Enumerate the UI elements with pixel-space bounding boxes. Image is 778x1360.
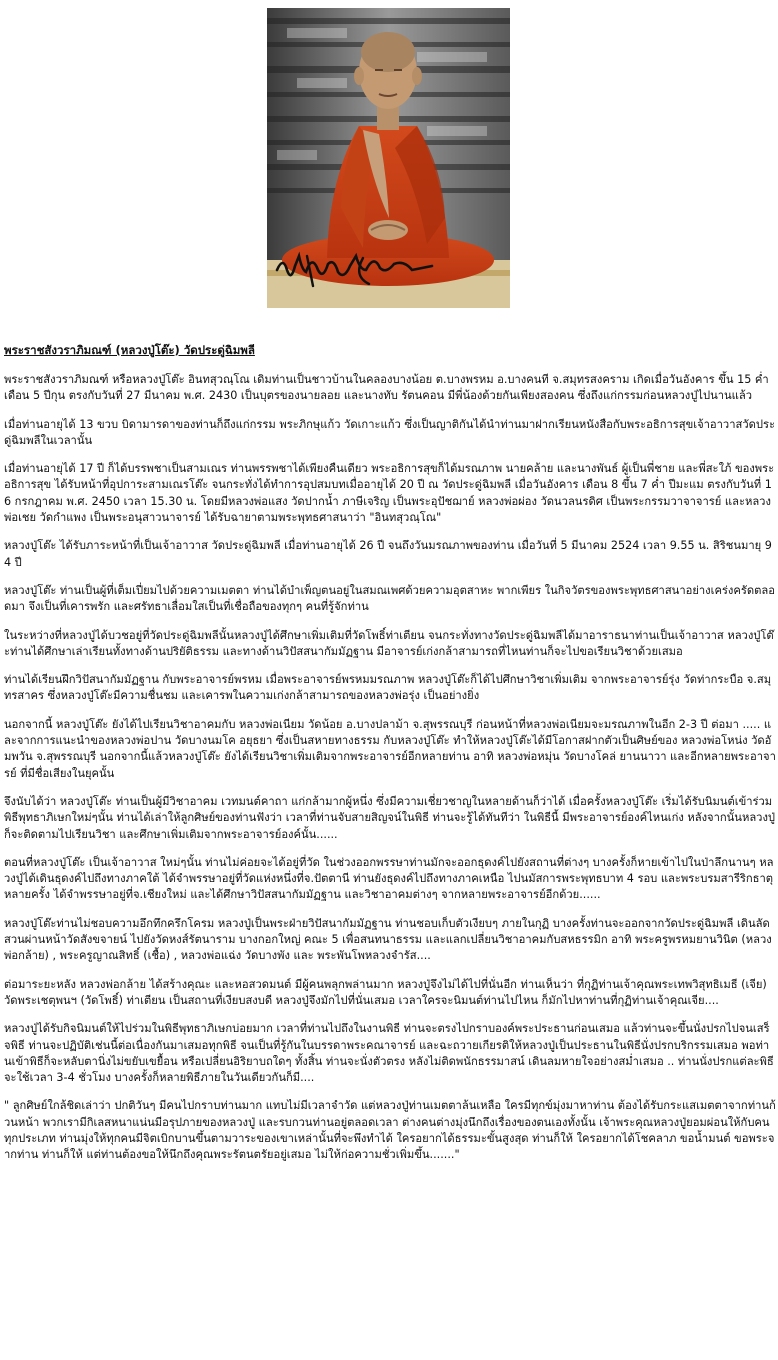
paragraph-ordination: เมื่อท่านอายุได้ 17 ปี ก็ได้บรรพชาเป็นสามเณร ท่านพรรพชาได้เพียงคืนเดียว พระอธิการสุขก็ได้มรณภาพ นายคล้าย และนางพันธ์ ผู้เป็นพี่ชาย และพี่สะใภ้ ของพระอธิการสุข ได้รับหน้าที่อุปการะสามเณรโต๊ะ จนกระทั่งได้ทำการอุปสมบทเมื่ออายุได้ 20 ปี ณ วัดประดู่ฉิมพลี เมื่อวันอังคาร เดือน 8 ขึ้น 7 ค่ำ ปีมะแม ตรงกับวันที่ 16 กรกฎาคม พ.ศ. 2450 เวลา 15.30 น. โดยมีหลวงพ่อแสง วัดปากน้ำ ภาษีเจริญ เป็นพระอุปัชฌาย์ หลวงพ่อผ่อง วัดนวลนรดิศ เป็นพระกรรมวาจาจารย์ และหลวงพ่อเชย วัดกำแพง เป็นพระอนุสาวนาจารย์ ได้รับฉายาตามพระพุทธศาสนาว่า "อินทสุวณฺโณ" bbox=[4, 462, 775, 525]
paragraph-meditation-teacher: ท่านได้เรียนฝึกวิปัสนากัมมัฏฐาน กับพระอาจารย์พรหม เมื่อพระอาจารย์พรหมมรณภาพ หลวงปู่โต๊ะก็ได้ไปศึกษาวิชาเพิ่มเติม จากพระอาจารย์รุ่ง วัดท่ากระบือ จ.สมุทรสาคร ซึ่งหลวงปู่โต๊ะมีความชื่นชม และเคารพในความเก่งกล้าสามารถของหลวงพ่อรุ่ง เป็นอย่างยิ่ง bbox=[4, 673, 772, 703]
paragraph-compassion: หลวงปู่โต๊ะ ท่านเป็นผู้ที่เต็มเปี่ยมไปด้วยความเมตตา ท่านได้บำเพ็ญตนอยู่ในสมณเพศด้วยความอุตสาหะ พากเพียร ในกิจวัตรของพระพุทธศาสนาอย่างเคร่งครัดตลอดมา จึงเป็นที่เคารพรัก และศรัทธาเลื่อมใสเป็นที่เชื่อถือของทุกๆ คนที่รู้จักท่าน bbox=[4, 583, 775, 614]
paragraph-later-years: ต่อมาระยะหลัง หลวงพ่อกล้าย ได้สร้างคุณะ และหอสวดมนต์ มีผู้คนพลุกพล่านมาก หลวงปู่จึงไม่ได้ไปที่นั่นอีก ท่านเห็นว่า ที่กุฏิท่านเจ้าคุณพระเทพวิสุทธิเมธี (เจีย) วัดพระเชตุพนฯ (วัดโพธิ์) ท่าเตียน เป็นสถานที่เงียบสงบดี หลวงปู่จึงมักไปที่นั่นเสมอ เวลาใครจะนิมนต์ท่านไปไหน ก็มักไปหาท่านที่กุฏิท่านเจ้าคุณเจีย.... bbox=[4, 977, 767, 1007]
paragraph-pilgrimage: ตอนที่หลวงปู่โต๊ะ เป็นเจ้าอาวาส ใหม่ๆนั้น ท่านไม่ค่อยจะได้อยู่ที่วัด ในช่วงออกพรรษาท่านมักจะออกธุดงค์ไปยังสถานที่ต่างๆ บางครั้งก็หายเข้าไปในป่าลึกนานๆ หลวงปู่ได้เดินธุดงค์ไปถึงทางภาคใต้ ได้จำพรรษาอยู่ที่วัดแห่งหนึ่งที่จ.ปัตตานี ท่านยังธุดงค์ไปถึงทางภาคเหนือ ไปนมัสการพระพุทธบาท 4 รอบ และพระบรมสารีริกธาตุหลายครั้ง ได้จำพรรษาอยู่ที่จ.เชียงใหม่ และได้ศึกษาวิปัสสนากัมมัฏฐาน และวิชาอาคมต่างๆ จากหลายพระอาจารย์อีกด้วย...... bbox=[4, 855, 774, 902]
paragraph-abbot: หลวงปู่โต๊ะ ได้รับภาระหน้าที่เป็นเจ้าอาวาส วัดประดู่ฉิมพลี เมื่อท่านอายุได้ 26 ปี จนถึงวันมรณภาพของท่าน เมื่อวันที่ 5 มีนาคม 2524 เวลา 9.55 น. สิริชนมายุ 94 ปี bbox=[4, 539, 772, 569]
paragraph-ceremonies: จึงนับได้ว่า หลวงปู่โต๊ะ ท่านเป็นผู้มีวิชาอาคม เวทมนต์คาถา แก่กล้ามากผู้หนึ่ง ซึ่งมีความเชี่ยวชาญในหลายด้านก็ว่าได้ เมื่อครั้งหลวงปู่โต๊ะ เริ่มได้รับนิมนต์เข้าร่วมพิธีพุทธาภิเษกใหม่ๆนั้น ท่านได้เล่าให้ลูกศิษย์ของท่านฟังว่า เวลาที่ท่านจับสายสิญจน์ในพิธี ท่านจะรู้ได้ทันทีว่า ในพิธีนี้ มีพระอาจารย์องค์ไหนเก่ง หลังจากนั้นหลวงปู่ก็จะติดตามไปเรียนวิชา และศึกษาเพิ่มเติมจากพระอาจารย์องค์นั้น...... bbox=[4, 794, 776, 841]
article bbox=[4, 342, 776, 1176]
paragraph-disciple-quote: " ลูกศิษย์ใกล้ชิดเล่าว่า ปกติวันๆ มีคนไปกราบท่านมาก แทบไม่มีเวลาจำวัด แต่หลวงปู่ท่านเมตตาล้นเหลือ ใครมีทุกข์มุ่งมาหาท่าน ต้องได้รับกระแสเมตตาจากท่านก้วนหน้า พวกเรามีกิเลสหนาแน่นมีอรุปภายของหลวงปู่ และรบกวนท่านอยู่ตลอดเวลา ต่างคนต่างมุ่งนึกถึงเรื่องของตนเองทั้งนั้น เจ้าพระคุณหลวงปู่ยอมผ่อนให้กับคนทุกประเภท ท่านมุ่งให้ทุกคนมีจิตเบิกบานขึ้นตามวาระของเขาเหล่านั้นที่จะพึงทำได้ ใครอยากได้ธรรมะขั้นสูงสุด ท่านก็ให้ ใครอยากได้โชคลาภ ขอน้ำมนต์ ขอพระจากท่าน ท่านก็ให้ แต่ท่านต้องขอให้นึกถึงคุณพระรัตนตรัยอยู่เสมอ ไม่ให้ก่อความชั่วเพิ่มขึ้น......." bbox=[4, 1099, 776, 1162]
paragraph-childhood: เมื่อท่านอายุได้ 13 ขวบ บิดามารดาของท่านก็ถึงแก่กรรม พระภิกษุแก้ว วัดเกาะแก้ว ซึ่งเป็นญาติกันได้นำท่านมาฝากเรียนหนังสือกับพระอธิการสุขเจ้าอาวาสวัดประดู่ฉิมพลีในเวลานั้น bbox=[4, 417, 775, 447]
paragraph-birth: พระราชสังวราภิมณฑ์ หรือหลวงปู่โต๊ะ อินทสุวณฺโณ เดิมท่านเป็นชาวบ้านในคลองบางน้อย ต.บางพรหม อ.บางคนที จ.สมุทรสงคราม เกิดเมื่อวันอังคาร ขึ้น 15 ค่ำ เดือน 5 ปีกุน ตรงกับวันที่ 27 มีนาคม พ.ศ. 2430 เป็นบุตรของนายลอย และนางทับ รัตนคอน มีพี่น้องด้วยกันเพียงสองคน ซึ่งถึงแก่กรรมก่อนหลวงปู่ไปนานแล้ว bbox=[4, 373, 769, 403]
monk-portrait-photo bbox=[267, 8, 510, 308]
paragraph-study: ในระหว่างที่หลวงปู่ได้บวชอยู่ที่วัดประดู่ฉิมพลีนั้นหลวงปู่ได้ศึกษาเพิ่มเติมที่วัดโพธิ์ท่าเตียน จนกระทั่งทางวัดประดู่ฉิมพลีได้มาอาราธนาท่านเป็นเจ้าอาวาส หลวงปู่โต๊ะท่านได้ศึกษาเล่าเรียนทั้งทางด้านปริยัติธรรม และทางด้านวิปัสสนากัมมัฏฐาน มีอาจารย์เก่งกล้าสามารถที่ไหนท่านก็จะไปขอเรียนวิชาด้วยเสมอ bbox=[4, 628, 774, 658]
paragraph-other-teachers: นอกจากนี้ หลวงปู่โต๊ะ ยังได้ไปเรียนวิชาอาคมกับ หลวงพ่อเนียม วัดน้อย อ.บางปลาม้า จ.สุพรรณบุรี ก่อนหน้าที่หลวงพ่อเนียมจะมรณภาพในอีก 2-3 ปี ต่อมา ..... และจากการแนะนำของหลวงพ่อปาน วัดบางนมโค อยุธยา ซึ่งเป็นสหายทางธรรม กับหลวงปู่โต๊ะ ทำให้หลวงปู่โต๊ะได้มีโอกาสฝากตัวเป็นศิษย์ของ หลวงพ่อโหน่ง วัดอัมพวัน จ.สุพรรณบุรี นอกจากนี้แล้วหลวงปู่โต๊ะ ยังได้เรียนวิชาเพิ่มเติมจากพระอาจารย์อีกหลายท่าน อาทิ หลวงพ่อหมุ่น วัดบางโคล่ ยานนาวา และอีกหลายพระอาจารย์ ที่มีชื่อเสียงในยุคนั้น bbox=[4, 717, 776, 780]
article-title: พระราชสังวราภิมณฑ์ (หลวงปู่โต๊ะ) วัดประดู่ฉิมพลี bbox=[4, 343, 255, 357]
paragraph-quiet-life: หลวงปู่โต๊ะท่านไม่ชอบความอึกทึกครึกโครม หลวงปู่เป็นพระฝ่ายวิปัสนากัมมัฏฐาน ท่านชอบเก็บตัวเงียบๆ ภายในกุฏิ บางครั้งท่านจะออกจากวัดประดู่ฉิมพลี เดินลัดสวนผ่านหน้าวัดสังขจายน์ ไปยังวัดหงส์รัตนาราม บางกอกใหญ่ คณะ 5 เพื่อสนทนาธรรม และแลกเปลี่ยนวิชาอาคมกับสหธรรมิก อาทิ พระครูพรหมยานวินิต (หลวงพ่อกล้าย) , พระครูญาณสิทธิ์ (เชื้อ) , หลวงพ่อแฉ่ง วัดบางพัง และ พระพันโพหลวงจำรัส.... bbox=[4, 916, 772, 963]
paragraph-blessing-rituals: หลวงปู่ได้รับกิจนิมนต์ให้ไปร่วมในพิธีพุทธาภิเษกบ่อยมาก เวลาที่ท่านไปถึงในงานพิธี ท่านจะตรงไปกราบองค์พระประธานก่อนเสมอ แล้วท่านจะขึ้นนั่งปรกไปจนเสร็จพิธี ท่านจะปฏิบัติเช่นนี้ต่อเนื่องกันมาเสมอทุกพิธี จนเป็นที่รู้กันในบรรดาพระคณาจารย์ และฉะถวายเกียรติให้หลวงปู่เป็นประธานในพิธีนั่งปรกบริกรรมเสมอ พอท่านเข้าพิธีก็จะหลับตานิ่งไม่ขยับเขยื้อน หรือเปลี่ยนอิริยาบถใดๆ ทั้งสิ้น ท่านจะนั่งตัวตรง หลังไม่ติดพนักธรรมาสน์ เดินลมหายใจอย่างสม่ำเสมอ .. ท่านนั่งปรกแต่ละพิธี จะใช้เวลา 3-4 ชั่วโมง บางครั้งก็หลายพิธีภายในวันเดียวกันก็มี.... bbox=[4, 1022, 774, 1085]
